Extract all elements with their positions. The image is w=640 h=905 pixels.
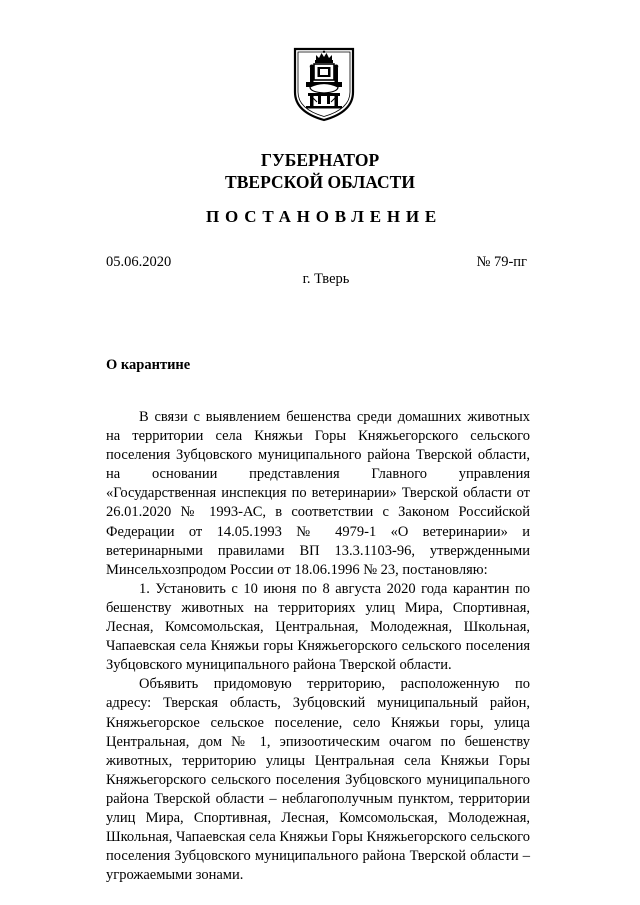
document-city: г. Тверь bbox=[302, 271, 350, 287]
issuer-region: ТВЕРСКОЙ ОБЛАСТИ bbox=[225, 172, 415, 192]
paragraph-item-1: 1. Установить с 10 июня по 8 августа 2020 года карантин по бешенству животных на территориях улиц Мира, Спортивная, Лесная, Комсомольская, Центральная, Молодежная, Школьная, Чапаевская села Княжьи горы Княжьегорского сельского поселения Зубцовского муниципального района Тверской области. bbox=[106, 580, 530, 674]
paragraph-preamble: В связи с выявлением бешенства среди домашних животных на территории села Княжьи Горы Княжьегорского сельского поселения Зубцовского муниципального района Тверской области, на основании представления Главного управления «Государственная инспекция по ветеринарии» Тверской области от 26.01.2020 № 1993-АС, в соответствии с Законом Российской Федерации от 14.05.1993 № 4979-1 «О ветеринарии» и ветеринарными правилами ВП 13.3.1103-96, утвержденными Минсельхозпродом России от 18.06.1996 № 23, постановляю: bbox=[106, 409, 530, 578]
tver-coat-of-arms-icon bbox=[292, 46, 356, 122]
document-body bbox=[106, 408, 530, 885]
document-date: 05.06.2020 bbox=[106, 254, 172, 270]
document-number: № 79-пг bbox=[476, 254, 527, 270]
issuer-title: ГУБЕРНАТОР bbox=[260, 150, 380, 170]
document-subject: О карантине bbox=[106, 357, 191, 373]
paragraph-declaration: Объявить придомовую территорию, расположенную по адресу: Тверская область, Зубцовский муниципальный район, Княжьегорское сельское поселение, село Княжьи горы, улица Центральная, дом № 1, эпизоотическим очагом по бешенству животных, территорию улицы Центральная села Княжьи Горы Княжьегорского сельского поселения Зубцовского муниципального района Тверской области – неблагополучным пунктом, территории улиц Мира, Спортивная, Лесная, Комсомольская, Молодежная, Школьная, Чапаевская села Княжьи Горы Княжьегорского сельского поселения Зубцовского муниципального района Тверской области – угрожаемыми зонами. bbox=[106, 676, 530, 884]
document-type: ПОСТАНОВЛЕНИЕ bbox=[205, 207, 443, 226]
